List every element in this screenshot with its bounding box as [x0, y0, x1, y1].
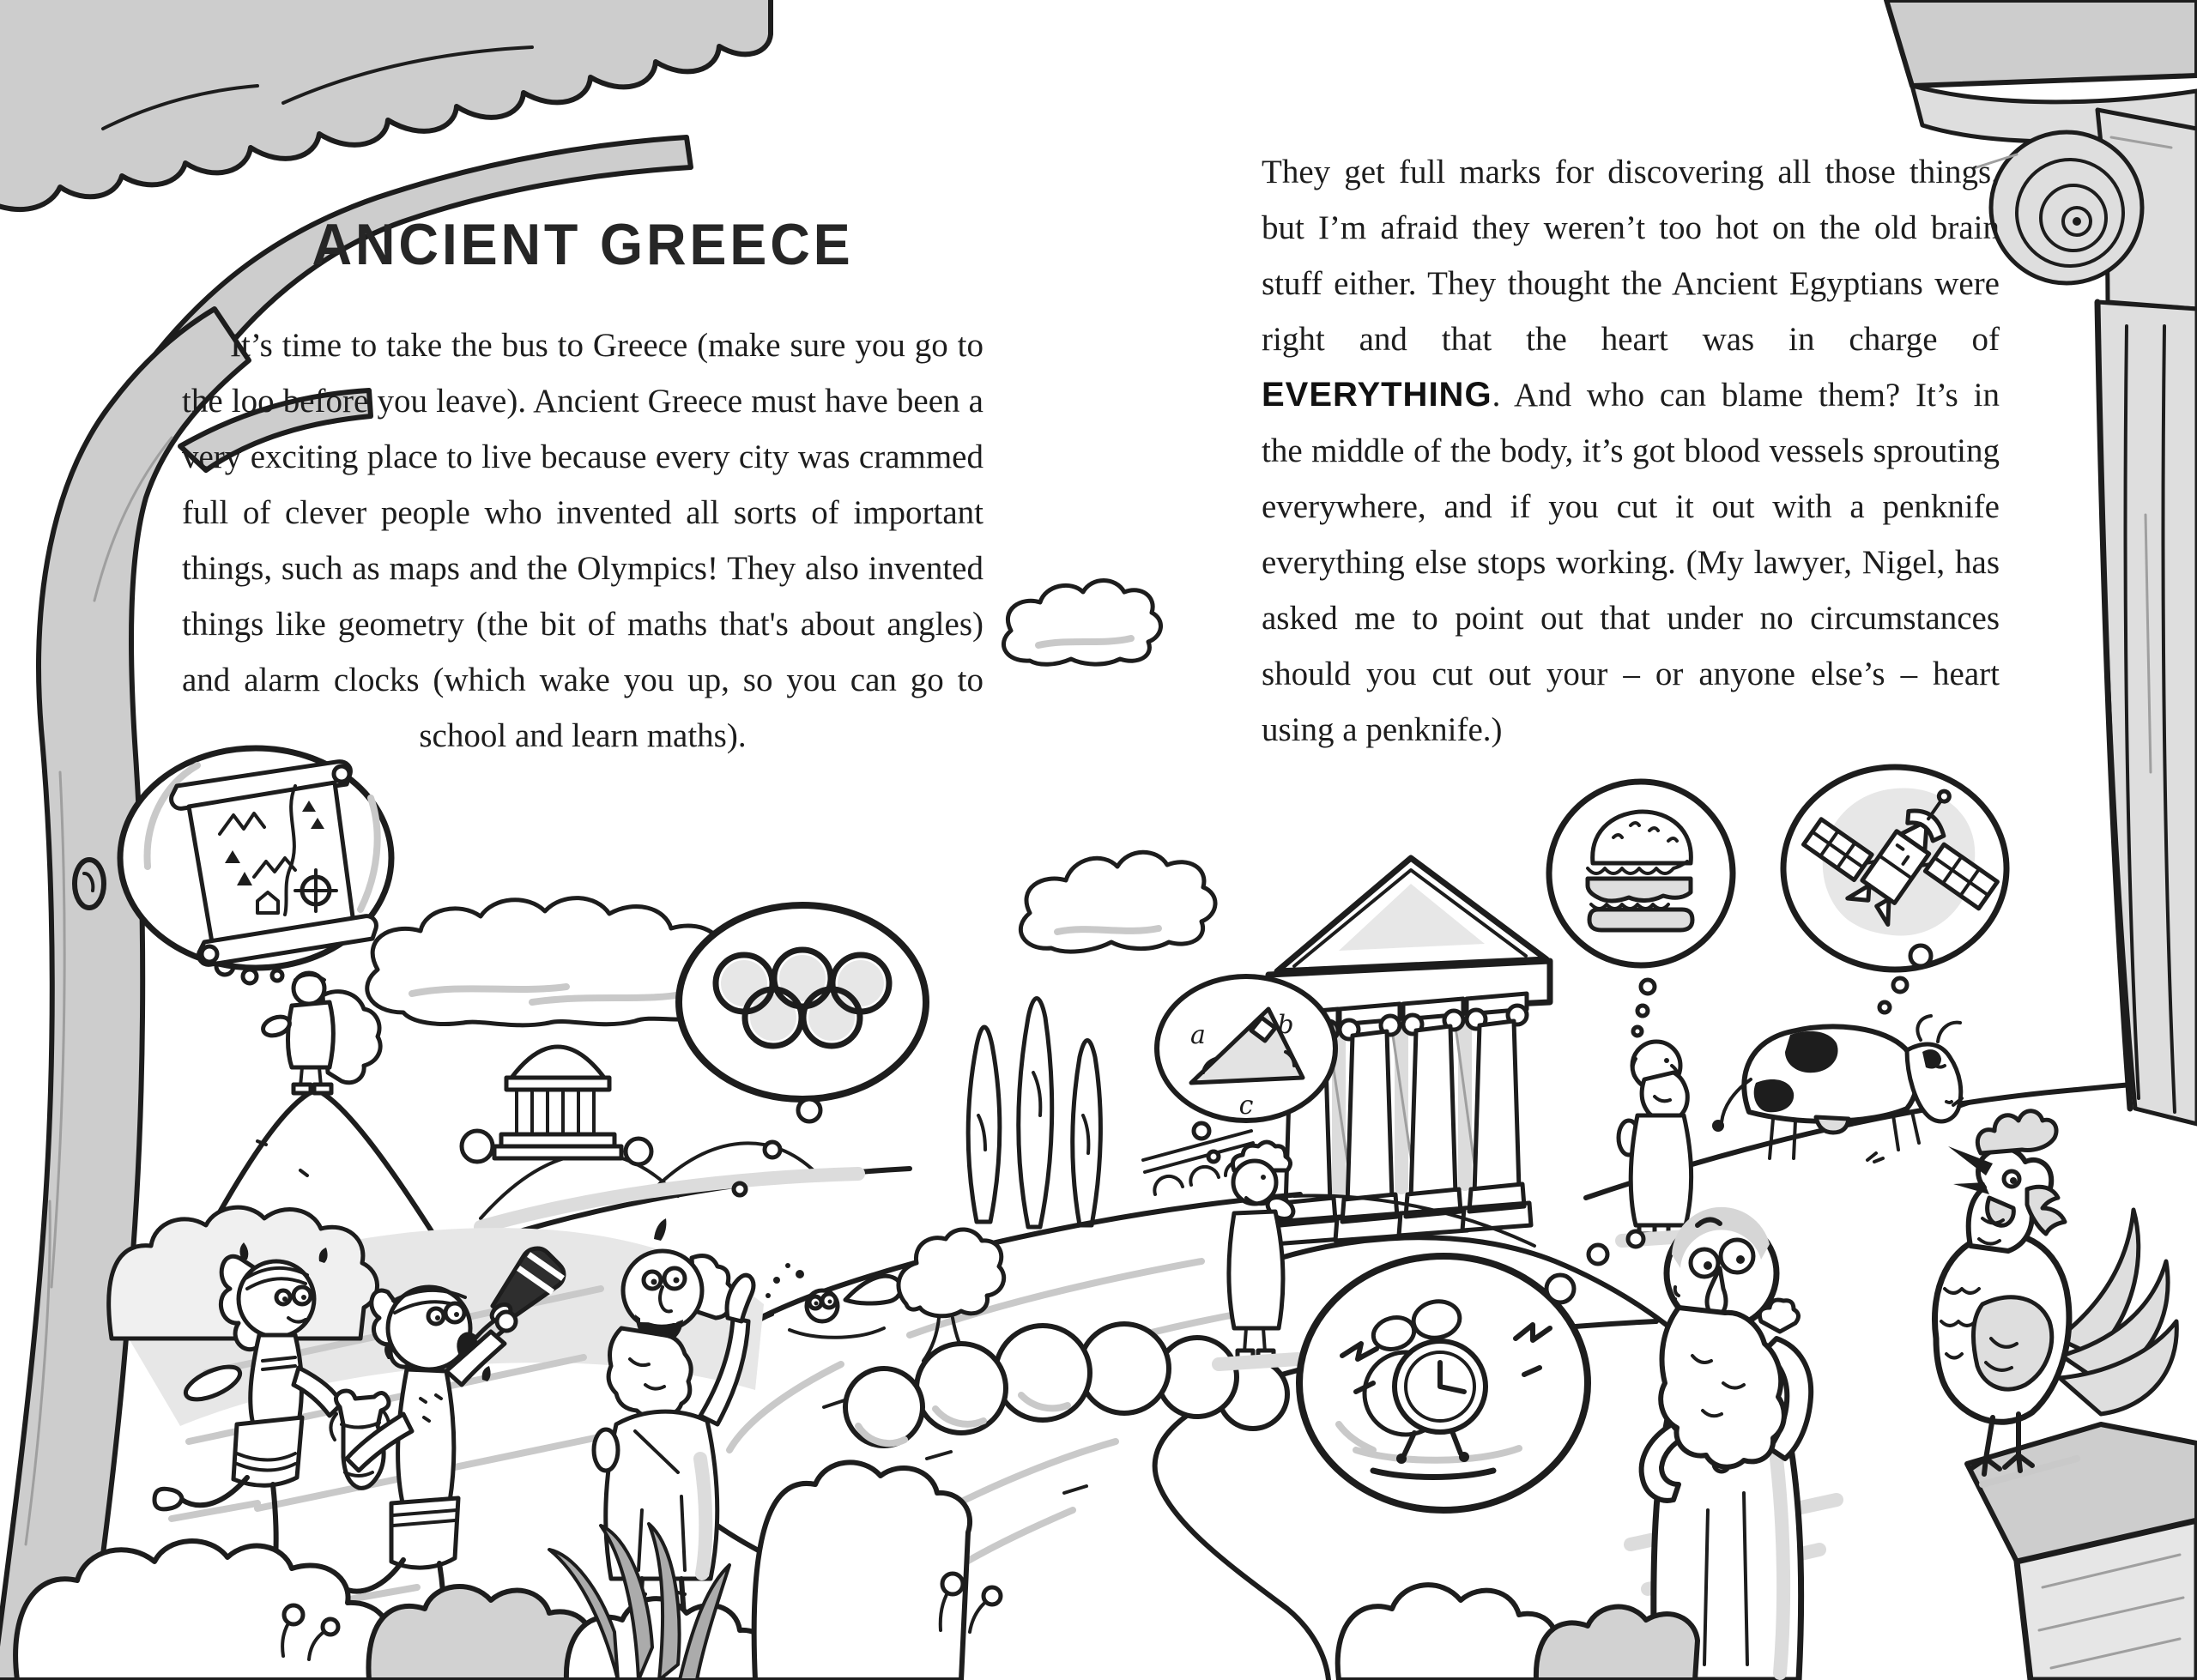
burger-patty: [1588, 879, 1691, 901]
triangle-label-a: a: [1190, 1020, 1206, 1050]
left-paragraph: It’s time to take the bus to Greece (make sure you go to the loo before you leave). Ancient Greece must have been a very exciting place to live because every city was crammed full of clever people who invented all sorts of important things, such as maps and the Olympics! They also invented things like geometry (the bit of maths that's about angles) and alarm clocks (which wake you up, so you can go to school and learn maths).: [182, 327, 984, 754]
paragraph-text: . And who can blame them? It’s in the middle of the body, it’s got blood vessels sprouting everywhere, and if you cut it out with a penknife everything else stops working. (My lawyer, Nigel, has asked me to point out that under no circumstances should you cut out your – or anyone else’s – heart using a penknife.): [1262, 377, 2000, 748]
runner-head: [388, 1287, 470, 1369]
bush: [1536, 1607, 1698, 1680]
bush: [368, 1586, 591, 1680]
crowing-rooster-on-pedestal: [1934, 1111, 2197, 1680]
tree-knot: [75, 860, 104, 908]
hair-tuft: [654, 1218, 666, 1241]
left-column: [182, 211, 984, 764]
thought-bubble: [679, 905, 926, 1099]
bush: [462, 1131, 493, 1162]
boulders: [845, 1324, 1287, 1446]
column-abacus: [1886, 0, 2197, 86]
bush: [1338, 1585, 1557, 1680]
runner-skirt: [233, 1417, 302, 1485]
thinking-philosopher: [1631, 1207, 1837, 1680]
rooster: [1934, 1111, 2176, 1474]
page-title: ANCIENT GREECE: [312, 212, 854, 277]
runner-shorts: [391, 1498, 458, 1568]
column-shaft: [2097, 302, 2197, 1124]
tree-foliage: [0, 0, 771, 209]
philosopher-thinking-of-hamburger: [1549, 782, 1733, 1241]
olympic-rings-thought-bubble: [679, 905, 926, 1195]
bold-word: EVERYTHING: [1262, 376, 1492, 414]
traveller-thinking-of-map: [261, 973, 381, 1093]
cow-udder: [1816, 1117, 1849, 1133]
cypress-trees: [968, 999, 1100, 1228]
burger-bottom-bun: [1589, 909, 1692, 930]
bush: [754, 1462, 970, 1680]
bush: [626, 1139, 651, 1164]
philosopher-robe: [1631, 1115, 1691, 1225]
runner-foot: [154, 1489, 182, 1509]
thought-bubble: [1549, 782, 1733, 965]
philosopher: [1619, 1042, 1699, 1241]
rooster-comb: [1977, 1111, 2056, 1153]
alarm-clock-thought-bubble: [1299, 1231, 1643, 1510]
runner-hand: [497, 1312, 516, 1331]
triangle-label-b: b: [1277, 1010, 1294, 1040]
runner-torso: [398, 1369, 454, 1507]
traveller-body: [288, 1002, 334, 1067]
cloud-mid: [1020, 852, 1215, 952]
person-robe: [1229, 1212, 1283, 1328]
right-paragraph: [1262, 144, 2000, 758]
cow-horns: [1917, 1016, 1960, 1042]
triangle-label-c: c: [1238, 1091, 1254, 1121]
right-column: [1262, 144, 2000, 758]
map-thought-bubble: [120, 748, 391, 983]
paragraph-text: They get full marks for discovering all those things, but I’m afraid they weren’t too hot on the old brain stuff either. They thought the Ancient Egyptians were right and that the heart was in charge of: [1262, 154, 2000, 358]
tholos-temple: [462, 1047, 651, 1164]
cow: [1712, 1016, 1969, 1162]
toga-man-beard: [608, 1328, 691, 1417]
temple-column: [1462, 994, 1531, 1230]
cloud-small: [1003, 581, 1160, 665]
philosopher-beard: [1661, 1308, 1784, 1467]
